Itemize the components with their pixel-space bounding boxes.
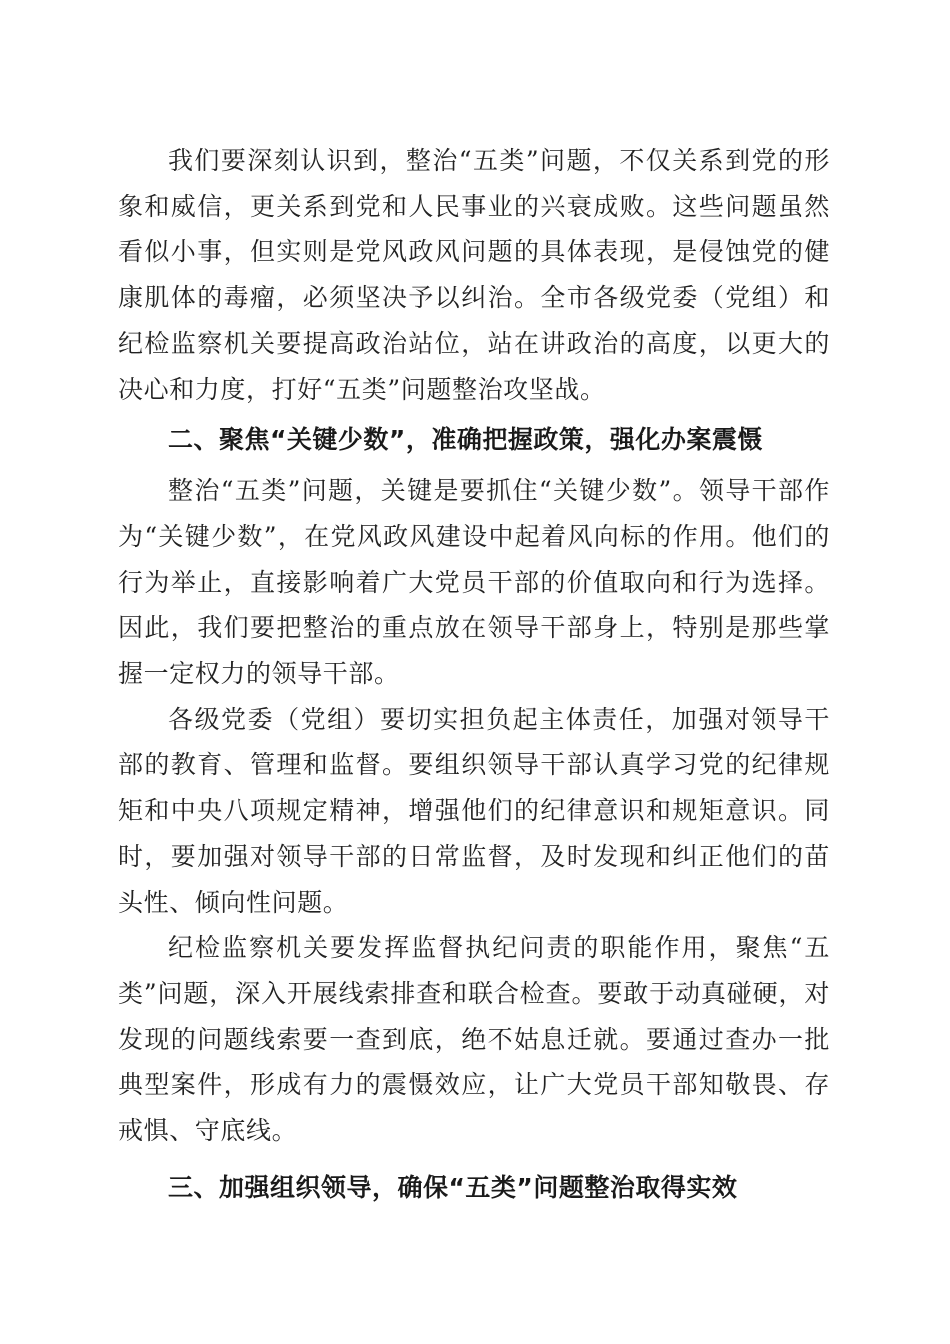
section-heading-three: 三、加强组织领导，确保“五类”问题整治取得实效 xyxy=(168,1172,738,1202)
section-heading-two: 二、聚焦“关键少数”，准确把握政策，强化办案震慑 xyxy=(168,425,763,455)
paragraph-importance: 我们要深刻认识到，整治“五类”问题，不仅关系到党的形象和威信，更关系到党和人民事业的兴衰成败。这些问题虽然看似小事，但实则是党风政风问题的具体表现，是侵蚀党的健康肌体的毒瘤，必须坚决予以纠治。全市各级党委（党组）和纪检监察机关要提高政治站位，站在讲政治的高度，以更大的决心和力度，打好“五类”问题整治攻坚战。 xyxy=(118,146,830,404)
paragraph-discipline-inspection: 纪检监察机关要发挥监督执纪问责的职能作用，聚焦“五类”问题，深入开展线索排查和联合检查。要敢于动真碰硬，对发现的问题线索要一查到底，绝不姑息迁就。要通过查办一批典型案件，形成有力的震慑效应，让广大党员干部知敬畏、存戒惧、守底线。 xyxy=(118,933,830,1146)
document-body xyxy=(118,138,830,1216)
paragraph-party-committee-duty: 各级党委（党组）要切实担负起主体责任，加强对领导干部的教育、管理和监督。要组织领导干部认真学习党的纪律规矩和中央八项规定精神，增强他们的纪律意识和规矩意识。同时，要加强对领导干部的日常监督，及时发现和纠正他们的苗头性、倾向性问题。 xyxy=(118,704,830,917)
paragraph-key-minority: 整治“五类”问题，关键是要抓住“关键少数”。领导干部作为“关键少数”，在党风政风建设中起着风向标的作用。他们的行为举止，直接影响着广大党员干部的价值取向和行为选择。因此，我们要把整治的重点放在领导干部身上，特别是那些掌握一定权力的领导干部。 xyxy=(118,476,830,689)
